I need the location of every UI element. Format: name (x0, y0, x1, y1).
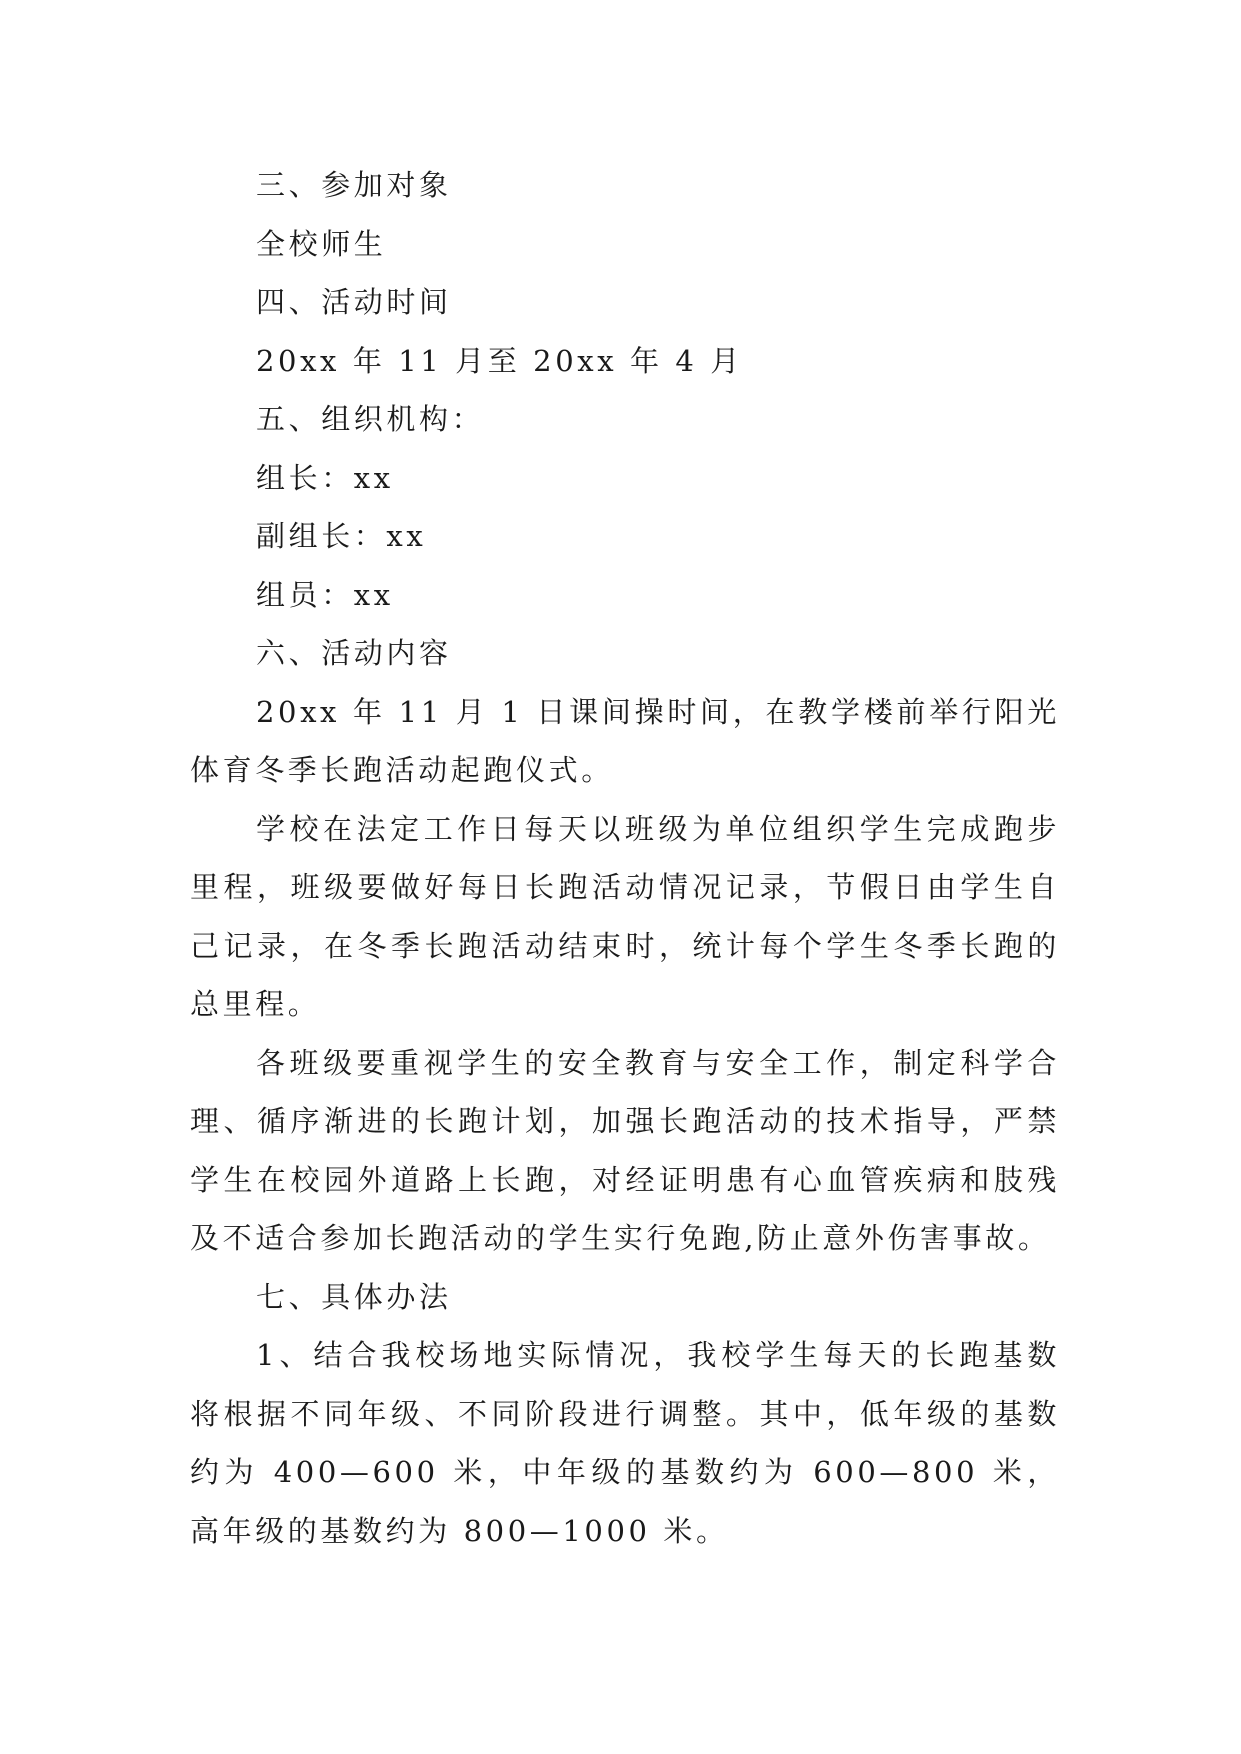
document-body (190, 156, 1060, 1560)
activity-time-text: 20xx 年 11 月至 20xx 年 4 月 (256, 343, 743, 378)
organization-members: 组员：xx (256, 577, 394, 612)
activity-content-paragraph-3: 各班级要重视学生的安全教育与安全工作，制定科学合理、循序渐进的长跑计划，加强长跑活动的技术指导，严禁学生在校园外道路上长跑，对经证明患有心血管疾病和肢残及不适合参加长跑活动的学生实行免跑,防止意外伤害事故。 (190, 1045, 1060, 1255)
activity-content-paragraph-2: 学校在法定工作日每天以班级为单位组织学生完成跑步里程，班级要做好每日长跑活动情况记录，节假日由学生自己记录，在冬季长跑活动结束时，统计每个学生冬季长跑的总里程。 (190, 811, 1060, 1021)
specific-methods-paragraph-1: 1、结合我校场地实际情况，我校学生每天的长跑基数将根据不同年级、不同阶段进行调整。其中，低年级的基数约为 400—600 米，中年级的基数约为 600—800 米，高年级的基数约为 800—1000 米。 (190, 1338, 1060, 1548)
heading-specific-methods: 七、具体办法 (256, 1279, 452, 1314)
heading-activity-time: 四、活动时间 (256, 285, 452, 319)
activity-content-paragraph-1: 20xx 年 11 月 1 日课间操时间，在教学楼前举行阳光体育冬季长跑活动起跑仪式。 (190, 694, 1060, 787)
participants-text: 全校师生 (256, 226, 387, 261)
organization-leader: 组长：xx (256, 460, 394, 495)
organization-deputy-leader: 副组长：xx (256, 519, 427, 553)
heading-activity-content: 六、活动内容 (256, 636, 452, 670)
heading-participants: 三、参加对象 (256, 168, 452, 202)
heading-organization: 五、组织机构： (256, 402, 485, 436)
